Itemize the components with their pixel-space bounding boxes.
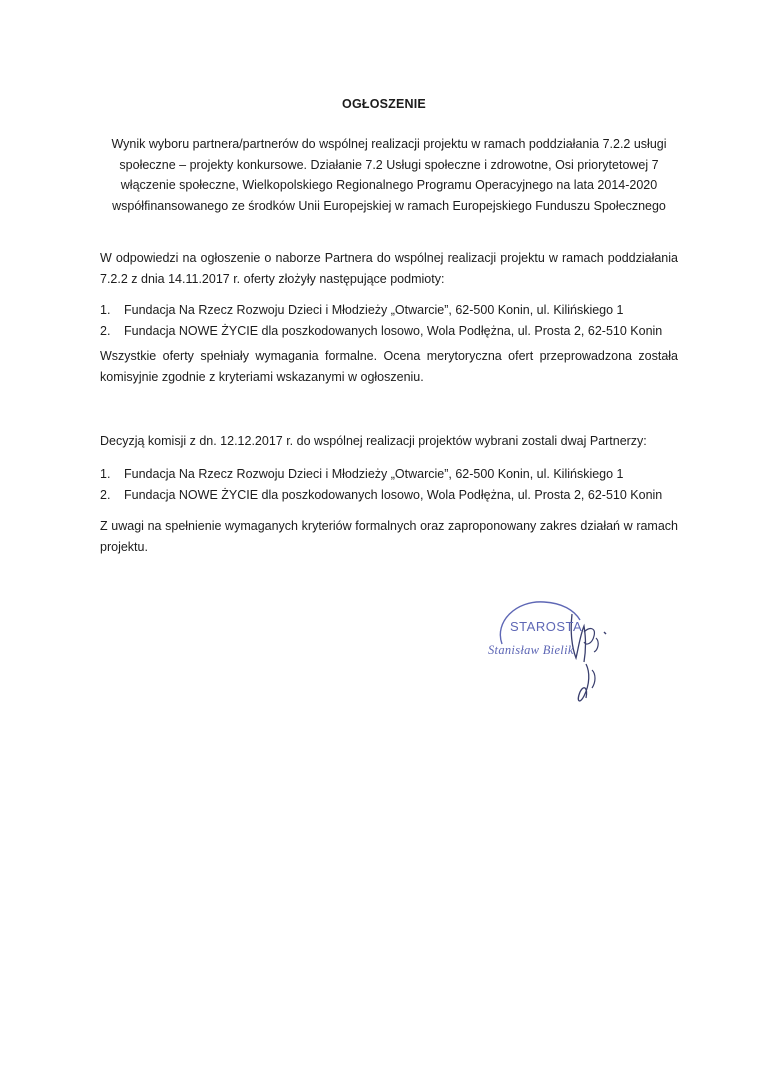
list-item-text: Fundacja NOWE ŻYCIE dla poszkodowanych losowo, Wola Podłężna, ul. Prosta 2, 62-510 Konin xyxy=(124,487,663,502)
list-item xyxy=(100,464,700,485)
justification-paragraph: Z uwagi na spełnienie wymaganych kryteriów formalnych oraz zaproponowany zakres działań w ramach projektu. xyxy=(100,519,678,554)
list-item-number: 2. xyxy=(100,323,111,338)
partners-list xyxy=(100,464,700,505)
decision-paragraph: Decyzją komisji z dn. 12.12.2017 r. do wspólnej realizacji projektów wybrani zostali dwaj Partnerzy: xyxy=(100,434,647,448)
list-item xyxy=(100,321,700,342)
list-item-text: Fundacja Na Rzecz Rozwoju Dzieci i Młodzieży „Otwarcie”, 62-500 Konin, ul. Kilińskiego 1 xyxy=(124,303,624,317)
document-subtitle: Wynik wyboru partnera/partnerów do wspólnej realizacji projektu w ramach poddziałania 7.2.2 usługi społeczne – projekty konkursowe. Działanie 7.2 Usługi społeczne i zdrowotne, Osi priorytetowej 7 włączenie społeczne, Wielkopolskiego Regionalnego Programu Operacyjnego na lata 2014-2020 współfinansowanego ze środków Unii Europejskiej w ramach Europejskiego Funduszu Społecznego xyxy=(111,137,667,213)
offers-list xyxy=(100,300,700,341)
stamp-name: Stanisław Bielik xyxy=(488,643,574,657)
list-item-text: Fundacja Na Rzecz Rozwoju Dzieci i Młodzieży „Otwarcie”, 62-500 Konin, ul. Kilińskiego 1 xyxy=(124,467,624,481)
document-title: OGŁOSZENIE xyxy=(342,97,426,111)
official-stamp xyxy=(486,592,616,712)
list-item-number: 1. xyxy=(100,303,111,317)
assessment-paragraph: Wszystkie oferty spełniały wymagania formalne. Ocena merytoryczna ofert przeprowadzona została komisyjnie zgodnie z kryteriami wskazanymi w ogłoszeniu. xyxy=(100,349,678,384)
list-item xyxy=(100,485,700,506)
list-item-number: 2. xyxy=(100,487,111,502)
list-item-number: 1. xyxy=(100,467,111,481)
list-item-text: Fundacja NOWE ŻYCIE dla poszkodowanych losowo, Wola Podłężna, ul. Prosta 2, 62-510 Konin xyxy=(124,323,663,338)
list-item xyxy=(100,300,700,321)
intro-paragraph: W odpowiedzi na ogłoszenie o naborze Partnera do wspólnej realizacji projektu w ramach poddziałania 7.2.2 z dnia 14.11.2017 r. oferty złożyły następujące podmioty: xyxy=(100,251,678,286)
stamp-title: STAROSTA xyxy=(510,619,583,634)
